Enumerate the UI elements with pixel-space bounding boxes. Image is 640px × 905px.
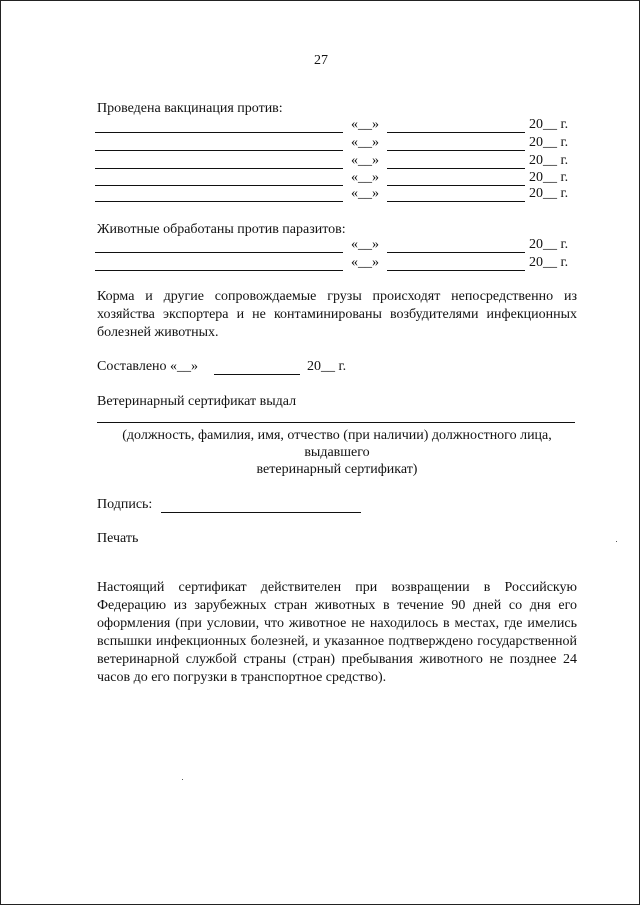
issuer-caption-line3: ветеринарный сертификат)	[256, 462, 418, 477]
vaccine-name-blank	[95, 201, 343, 202]
vaccine-name-blank	[95, 185, 343, 186]
date-day-blank: «__»	[351, 237, 379, 252]
compiled-year: 20__ г.	[307, 359, 347, 374]
scan-speck	[616, 541, 617, 542]
date-year: 20__ г.	[529, 237, 569, 252]
date-month-blank	[387, 201, 525, 202]
date-year: 20__ г.	[529, 186, 569, 201]
date-month-blank	[387, 150, 525, 151]
vaccination-heading: Проведена вакцинация против:	[97, 101, 283, 116]
date-day-blank: «__»	[351, 117, 379, 132]
treatment-name-blank	[95, 270, 343, 271]
treatment-name-blank	[95, 252, 343, 253]
parasites-heading: Животные обработаны против паразитов:	[97, 222, 346, 237]
date-day-blank: «__»	[351, 186, 379, 201]
date-year: 20__ г.	[529, 135, 569, 150]
date-day-blank: «__»	[351, 255, 379, 270]
date-day-blank: «__»	[351, 170, 379, 185]
date-month-blank	[387, 185, 525, 186]
issuer-caption-line1: (должность, фамилия, имя, отчество (при наличии) должностного лица,	[122, 428, 552, 443]
date-year: 20__ г.	[529, 255, 569, 270]
compiled-label: Составлено «__»	[97, 359, 199, 374]
date-year: 20__ г.	[529, 153, 569, 168]
signature-blank	[161, 512, 361, 513]
signature-label: Подпись:	[97, 497, 153, 512]
vaccine-name-blank	[95, 150, 343, 151]
feed-statement: Корма и другие сопровождаемые грузы происходят непосредственно из хозяйства экспортера и не контаминированы возбудителями инфекционных болезней животных.	[97, 289, 577, 340]
date-day-blank: «__»	[351, 153, 379, 168]
date-day-blank: «__»	[351, 135, 379, 150]
issuer-blank[interactable]	[97, 422, 575, 423]
vaccine-name-blank	[95, 132, 343, 133]
validity-statement: Настоящий сертификат действителен при возвращении в Российскую Федерацию из зарубежных стран животных в течение 90 дней со дня его оформления (при условии, что животное не находилось в местах, где имелись вспышки инфекционных болезней, и указанное подтверждено государственной ветеринарной службой страны (стран) пребывания животного не позднее 24 часов до его погрузки в транспортное средство).	[97, 580, 577, 685]
issuer-caption-line2: выдавшего	[304, 445, 370, 460]
vaccine-name-blank	[95, 168, 343, 169]
issuer-caption	[97, 427, 577, 478]
page-number: 27	[314, 53, 328, 68]
issued-by-label: Ветеринарный сертификат выдал	[97, 394, 297, 409]
scan-speck	[182, 779, 183, 780]
date-month-blank	[387, 270, 525, 271]
date-year: 20__ г.	[529, 170, 569, 185]
compiled-month-blank	[214, 374, 300, 375]
date-month-blank	[387, 168, 525, 169]
stamp-label: Печать	[97, 531, 139, 546]
date-month-blank	[387, 132, 525, 133]
date-year: 20__ г.	[529, 117, 569, 132]
date-month-blank	[387, 252, 525, 253]
